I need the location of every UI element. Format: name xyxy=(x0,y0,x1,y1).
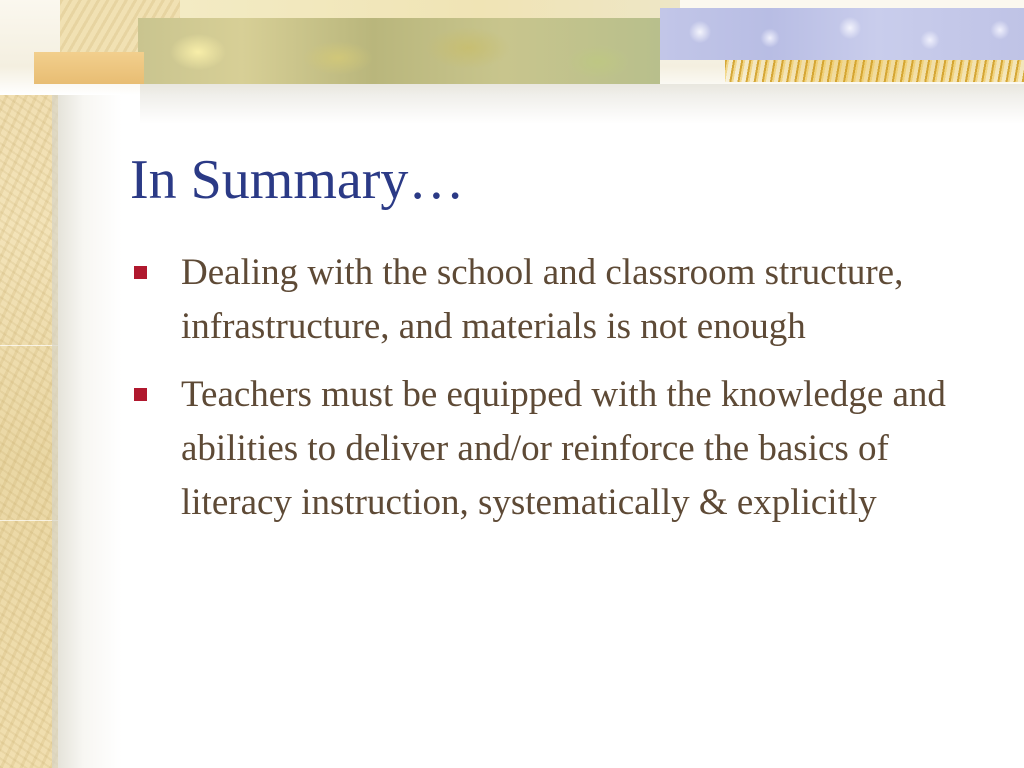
strip-seam xyxy=(0,345,58,346)
bullet-item xyxy=(130,246,980,354)
flowers-photo xyxy=(660,8,1024,60)
flower-photo-top xyxy=(680,0,1024,8)
tan-accent-bar xyxy=(34,52,144,84)
bullet-list xyxy=(130,246,980,544)
autumn-leaves-photo xyxy=(138,18,660,84)
straw-band xyxy=(725,60,1024,82)
slide-title: In Summary… xyxy=(130,149,465,211)
panel-shadow xyxy=(52,80,122,768)
strip-seam xyxy=(0,520,58,521)
bullet-text: Teachers must be equipped with the knowledge and abilities to deliver and/or reinforce the basics of literacy instruction, systematically & explicitly xyxy=(181,374,946,523)
bullet-text: Dealing with the school and classroom structure, infrastructure, and materials is not enough xyxy=(181,252,904,347)
header-shadow xyxy=(140,84,1024,124)
parchment-strip xyxy=(0,0,58,768)
square-bullet-icon xyxy=(134,388,147,401)
bullet-item xyxy=(130,368,980,530)
square-bullet-icon xyxy=(134,266,147,279)
